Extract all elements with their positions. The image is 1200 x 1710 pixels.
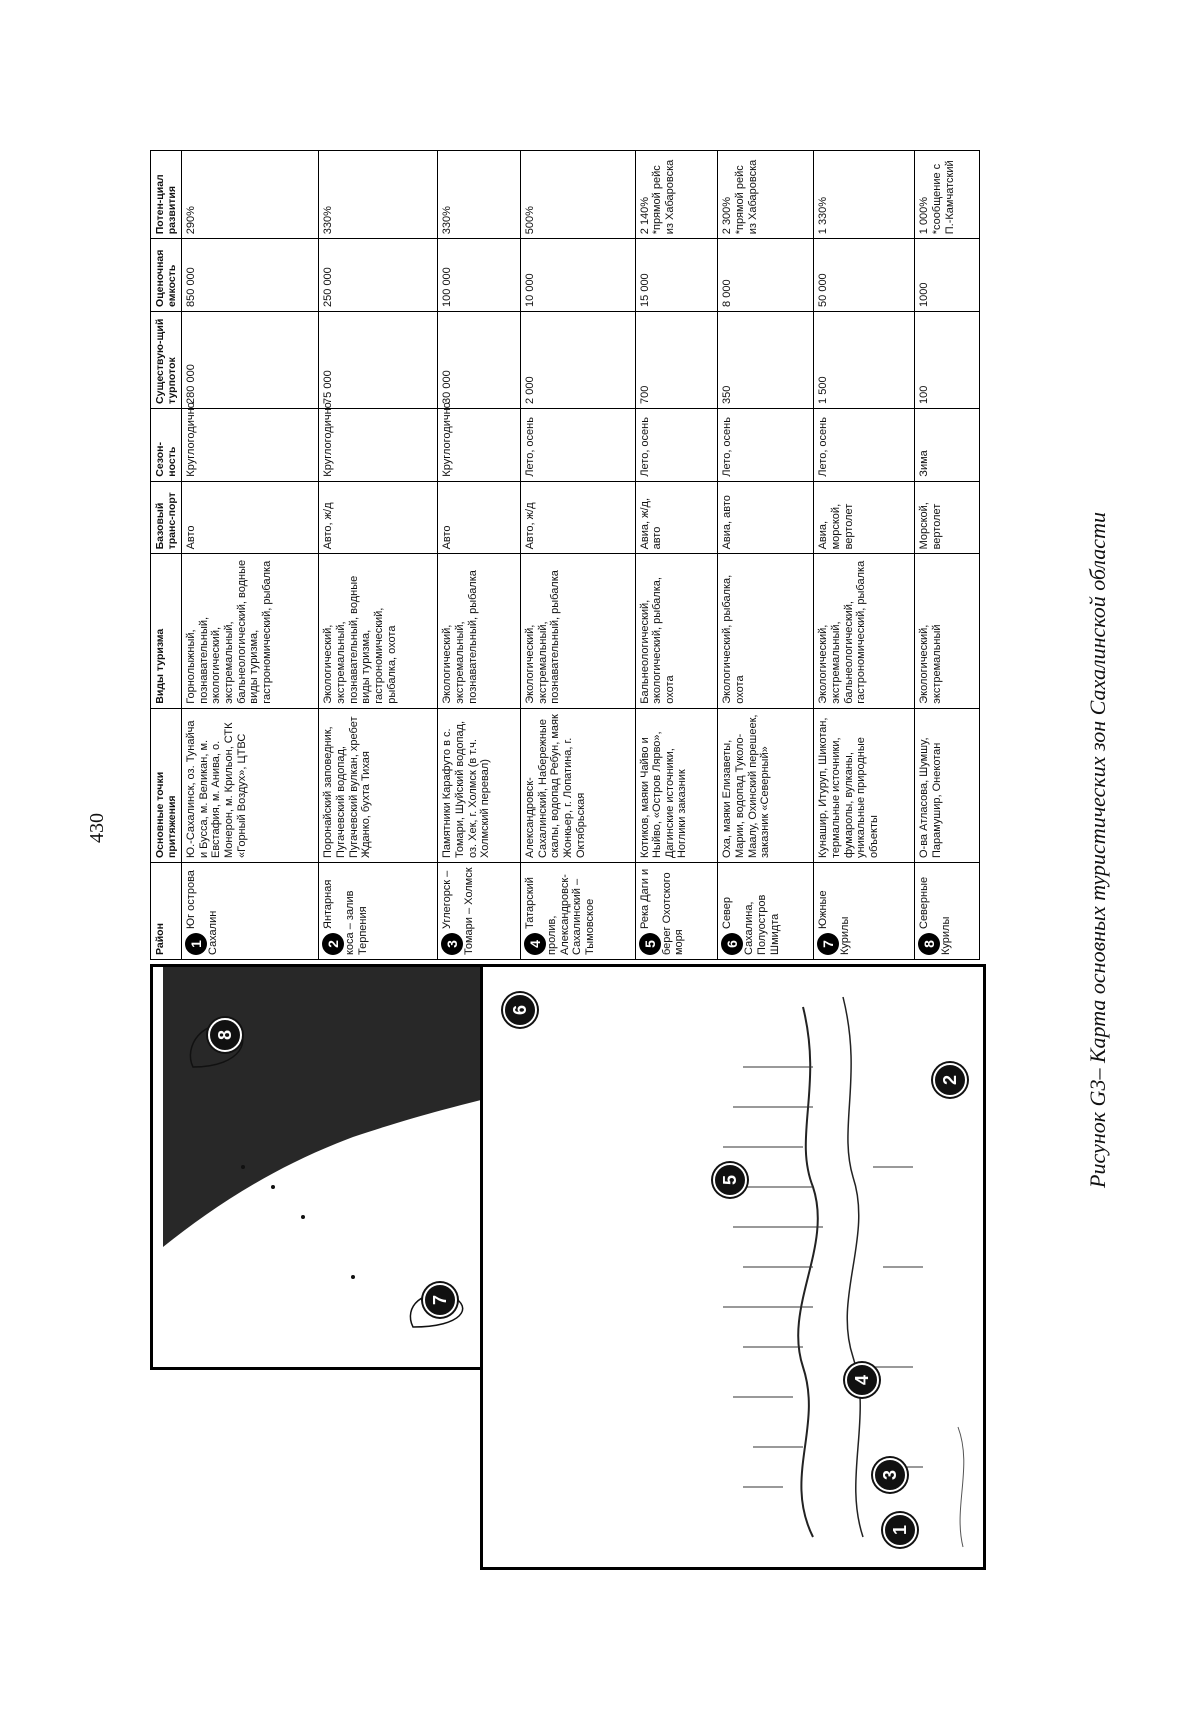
cell-season: Круглогодично — [319, 408, 438, 481]
map-badge-7: 7 — [423, 1283, 457, 1317]
cell-season: Лето, осень — [635, 408, 718, 481]
zone-number-badge: 2 — [322, 933, 344, 955]
header-attractions: Основные точки притяжения — [151, 708, 182, 862]
cell-season: Круглогодично — [438, 408, 521, 481]
cell-transport: Авиа, авто — [718, 481, 814, 554]
cell-district — [718, 863, 814, 960]
district-name: Янтарная коса – залив Терпения — [322, 879, 370, 955]
zone-number-badge: 6 — [721, 933, 743, 955]
page-number: 430 — [86, 813, 108, 843]
cell-capacity: 100 000 — [438, 239, 521, 312]
zone-number-badge: 8 — [918, 933, 940, 955]
cell-potential: 1 000% *сообщение с П.-Камчатский — [915, 151, 980, 239]
district-name: Север Сахалина, Полуостров Шмидта — [721, 894, 781, 955]
map-kuril-islands — [150, 964, 496, 1370]
cell-tourism-types: Экологический, экстремальный, познавательный, водные виды туризма, гастрономический, рыбалка, охота — [319, 554, 438, 708]
cell-capacity: 250 000 — [319, 239, 438, 312]
cell-season: Лето, осень — [718, 408, 814, 481]
table-row — [635, 151, 718, 960]
header-district: Район — [151, 863, 182, 960]
cell-tourism-types: Экологический, рыбалка, охота — [718, 554, 814, 708]
zone-number-badge: 7 — [817, 933, 839, 955]
cell-capacity: 850 000 — [182, 239, 319, 312]
cell-district — [319, 863, 438, 960]
map-sakhalin-island — [480, 964, 986, 1570]
cell-transport: Авто — [438, 481, 521, 554]
header-potential: Потен-циал развития — [151, 151, 182, 239]
cell-attractions: Котиков, маяки Чайво и Ныйво, «Остров Лярво», Дагинские источники, Ноглики заказник — [635, 708, 718, 862]
table-header-row — [151, 151, 182, 960]
district-name: Углегорск – Томари – Холмск — [441, 867, 476, 955]
cell-current-flow: 2 000 — [521, 311, 635, 408]
map-badge-6: 6 — [503, 993, 537, 1027]
cell-current-flow: 1 500 — [814, 311, 915, 408]
table-row — [438, 151, 521, 960]
cell-capacity: 1000 — [915, 239, 980, 312]
cell-capacity: 15 000 — [635, 239, 718, 312]
cell-potential: 290% — [182, 151, 319, 239]
zone-number-badge: 3 — [441, 933, 463, 955]
map-badge-4: 4 — [845, 1363, 879, 1397]
cell-transport: Авиа, морской, вертолет — [814, 481, 915, 554]
cell-tourism-types: Экологический, экстремальный — [915, 554, 980, 708]
cell-capacity: 8 000 — [718, 239, 814, 312]
cell-attractions: Александровск-Сахалинский, Набережные скалы, водопад Ребун, маяк Жонкьер, г. Лопатина, г. Октябрьская — [521, 708, 635, 862]
zone-number-badge: 5 — [639, 933, 661, 955]
cell-attractions: О-ва Атласова, Шумшу, Парамушир, Онекотан — [915, 708, 980, 862]
map-badge-5: 5 — [713, 1163, 747, 1197]
cell-potential: 2 300% *прямой рейс из Хабаровска — [718, 151, 814, 239]
cell-current-flow: 700 — [635, 311, 718, 408]
cell-district — [814, 863, 915, 960]
zone-number-badge: 1 — [185, 933, 207, 955]
cell-tourism-types: Горнолыжный, познавательный, экологический, экстремальный, бальнеологический, водные виды туризма, гастрономический, рыбалка — [182, 554, 319, 708]
cell-transport: Авто, ж/д — [521, 481, 635, 554]
map-badge-1: 1 — [883, 1513, 917, 1547]
header-tourism-types: Виды туризма — [151, 554, 182, 708]
cell-current-flow: 30 000 — [438, 311, 521, 408]
cell-current-flow: 350 — [718, 311, 814, 408]
cell-potential: 1 330% — [814, 151, 915, 239]
tourist-zones-table — [150, 150, 980, 960]
cell-district — [915, 863, 980, 960]
cell-attractions: Ю.-Сахалинск, оз. Тунайча и Бусса, м. Великан, м. Евстафия, м. Анива, о. Монерон, м. Крильон, СТК «Горный Воздух», ЦТВС — [182, 708, 319, 862]
cell-current-flow: 75 000 — [319, 311, 438, 408]
cell-transport: Авто — [182, 481, 319, 554]
cell-attractions: Памятники Карафуто в с. Томари, Шуйский водопад, оз. Хек, г. Холмск (в т.ч. Холмский перевал) — [438, 708, 521, 862]
table-row — [182, 151, 319, 960]
table-row — [718, 151, 814, 960]
rotated-figure — [150, 150, 1010, 1570]
cell-district — [521, 863, 635, 960]
map-badge-3: 3 — [873, 1458, 907, 1492]
cell-season: Круглогодично — [182, 408, 319, 481]
cell-current-flow: 100 — [915, 311, 980, 408]
table-row — [814, 151, 915, 960]
cell-capacity: 10 000 — [521, 239, 635, 312]
cell-potential: 330% — [319, 151, 438, 239]
cell-district — [438, 863, 521, 960]
cell-attractions: Кунашир, Итуруп, Шикотан, термальные источники, фумаролы, вулканы, уникальные природные объекты — [814, 708, 915, 862]
cell-capacity: 50 000 — [814, 239, 915, 312]
header-season: Сезон-ность — [151, 408, 182, 481]
cell-current-flow: 280 000 — [182, 311, 319, 408]
header-capacity: Оценочная емкость — [151, 239, 182, 312]
cell-transport: Авто, ж/д — [319, 481, 438, 554]
district-name: Южные Курилы — [817, 890, 852, 955]
district-name: Северные Курилы — [918, 876, 953, 955]
cell-attractions: Оха, маяки Елизаветы, Марии, водопад Туколо-Маалу, Охинский перешеек, заказник «Северный» — [718, 708, 814, 862]
cell-potential: 330% — [438, 151, 521, 239]
map-badge-2: 2 — [933, 1063, 967, 1097]
district-name: Река Даги и берег Охотского моря — [638, 868, 686, 955]
header-current-flow: Существую-щий турпоток — [151, 311, 182, 408]
cell-potential: 500% — [521, 151, 635, 239]
table-row — [319, 151, 438, 960]
cell-tourism-types: Экологический, экстремальный, познавательный, рыбалка — [521, 554, 635, 708]
cell-tourism-types: Экологический, экстремальный, бальнеологический, гастрономический, рыбалка — [814, 554, 915, 708]
cell-season: Лето, осень — [521, 408, 635, 481]
cell-transport: Авиа, ж/д, авто — [635, 481, 718, 554]
map-badge-8: 8 — [208, 1018, 242, 1052]
cell-season: Зима — [915, 408, 980, 481]
cell-district — [635, 863, 718, 960]
table-row — [521, 151, 635, 960]
district-name: Юг острова Сахалин — [185, 870, 220, 955]
table-row — [915, 151, 980, 960]
sakhalin-map-graphic — [483, 967, 983, 1567]
district-name: Татарский пролив, Александровск-Сахалинский – Тымовское — [524, 874, 597, 955]
figure-caption: Рисунок G3– Карта основных туристических зон Сахалинской области — [1085, 512, 1110, 1188]
cell-tourism-types: Бальнеологический, экологический, рыбалка, охота — [635, 554, 718, 708]
cell-tourism-types: Экологический, экстремальный, познавательный, рыбалка — [438, 554, 521, 708]
cell-season: Лето, осень — [814, 408, 915, 481]
cell-transport: Морской, вертолет — [915, 481, 980, 554]
zone-number-badge: 4 — [524, 933, 546, 955]
cell-district — [182, 863, 319, 960]
header-transport: Базовый транс-порт — [151, 481, 182, 554]
cell-potential: 2 140% *прямой рейс из Хабаровска — [635, 151, 718, 239]
cell-attractions: Поронайский заповедник, Пугачевский водопад, Пугачевский вулкан, хребет Жданко, бухта Тихая — [319, 708, 438, 862]
